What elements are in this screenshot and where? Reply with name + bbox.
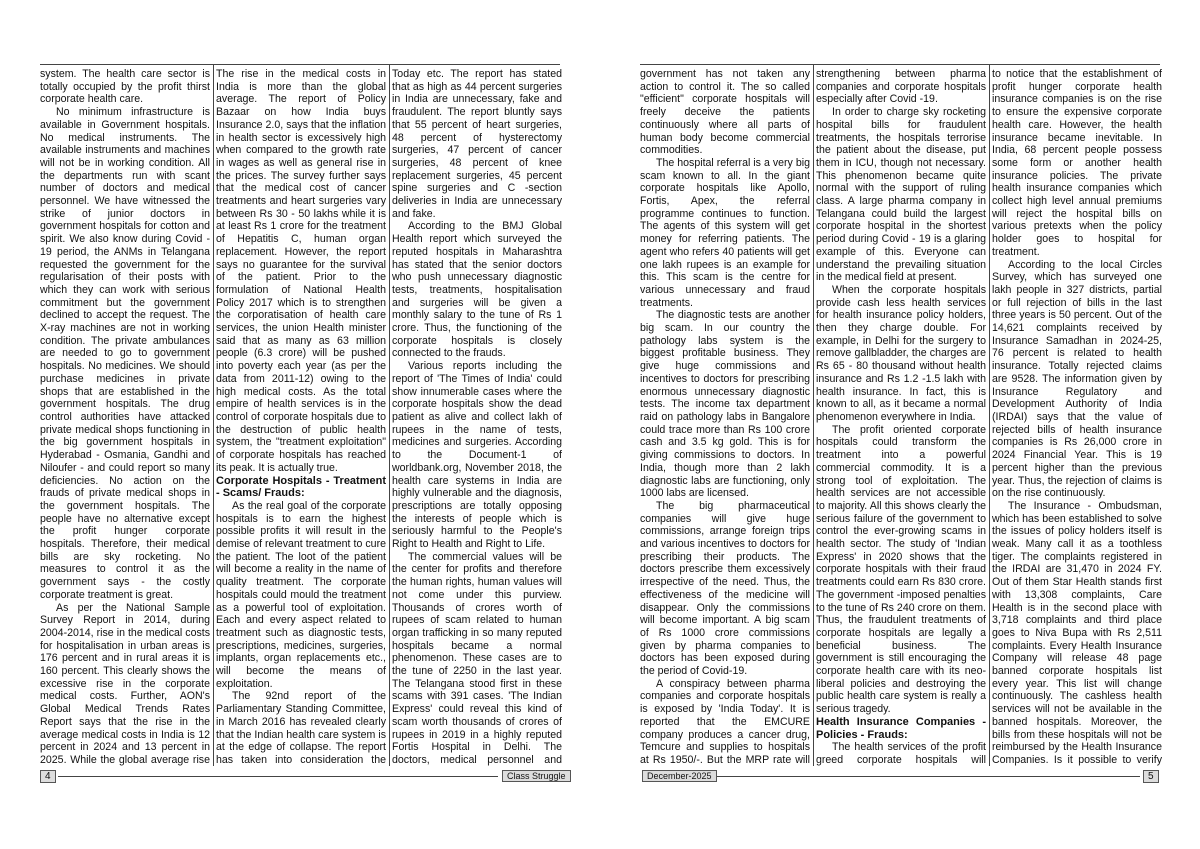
paragraph: The rise in the medical costs in India is more than the global average. The report of Policy Bazaar on how India buys Insurance 2.0, says that the inflation in health sector is excessively high when compared to the growth rate in wages as well as general rise in the prices. The survey further says that the medical cost of cancer treatments and heart surgeries vary between Rs 30 - 50 lakhs while it is at least Rs 1 crore for the treatment of Hepatitis C, human organ replacement. However, the report says no guarantee for the survival of the patient. Prior to the formulation of National Health Policy 2017 which is to strengthen the corporatisation of health care services, the union Health minister said that as many as 63 million people (6.3 crore) will be pushed into poverty each year (as per the data from 2011-12) owing to the high medical costs. As the total empire of health services is in the control of corporate hospitals due to the destruction of public health system, the "treatment exploitation" of corporate hospitals has reached its peak. It is actually true.: [216, 68, 386, 474]
paragraph: As the real goal of the corporate hospitals is to earn the highest possible profits it will result in the demise of relevant treatment to cure the patient. The loot of the patient will become a reality in the name of quality treatment. The corporate hospitals could mould the treatment as a powerful tool of exploitation. Each and every aspect related to treatment such as diagnostic tests, prescriptions, medicines, surgeries, implants, organ replacements etc., will become the means of exploitation.: [216, 499, 386, 690]
left-footer-label: Class Struggle: [502, 770, 571, 783]
right-column-2: [816, 68, 986, 768]
column-divider: [813, 64, 814, 766]
paragraph: The commercial values will be the center for profits and therefore the human rights, human values will not come under this purview. Thousands of crores worth of rupees of scam related to human organ trafficking in so many reputed hospitals became a normal phenomenon. These cases are to the tune of 2250 in the last year. The Telangana stood first in these scams with 391 cases. 'The Indian Express' could reveal this kind of scam worth thousands of crores of rupees in 2019 in a highly reputed Fortis Hospital in Delhi. The doctors, medical personnel and: [392, 550, 562, 766]
paragraph: strengthening between pharma companies and corporate hospitals especially after Covid -19.: [816, 68, 986, 106]
left-column-1: [40, 68, 210, 768]
right-page-number: 5: [1143, 770, 1159, 783]
paragraph: According to the local Circles Survey, which has surveyed one lakh people in 327 districts, partial or full rejection of bills in the last three years is 50 percent. Out of the 14,621 complaints received by Insurance Samadhan in 2024-25, 76 percent is related to health insurance. Totally rejected claims are 9528. The information given by Insurance Regulatory and Development Authority of India (IRDAI) says that the value of rejected bills of health insurance companies is Rs 26,000 crore in 2024 Financial Year. This is 19 percent higher than the previous year. Thus, the rejection of claims is on the rise continuously.: [992, 258, 1162, 500]
left-column-3: [392, 68, 562, 768]
footer-rule: [58, 776, 498, 777]
paragraph: No minimum infrastructure is available in Government hospitals. No medical instruments. The available instruments and machines will not be in working condition. All the departments run with scant number of doctors and medical personnel. We have witnessed the strike of junior doctors in government hospitals for cotton and spirit. We also know during Covid - 19 period, the ANMs in Telangana requested the government for the regularisation of their posts with which they can work with serious commitment but the government declined to accept the request. The X-ray machines are not in working condition. The private ambulances are needed to go to government hospitals. No medicines. We should purchase medicines in private shops that are established in the government hospitals. The drug control authorities have attacked private medical shops functioning in the big government hospitals in Hyderabad - Osmania, Gandhi and Niloufer - and could report so many deficiencies. No action on the frauds of private medical shops in the government hospitals. The people have no alternative except the profit hunger corporate hospitals. Therefore, their medical bills are sky rocketing. No measures to control it as the government says - the costly corporate treatment is great.: [40, 106, 210, 601]
paragraph: The 92nd report of the Parliamentary Standing Committee, in March 2016 has revealed clearly that the Indian health care system is at the edge of collapse. The report has taken into consideration the: [216, 690, 386, 766]
column-divider: [213, 64, 214, 766]
paragraph: According to the BMJ Global Health report which surveyed the reputed hospitals in Maharashtra has stated that the senior doctors who push unnecessary diagnostic tests, treatments, hospitalisation and surgeries will be given a monthly salary to the tune of Rs 1 crore. Thus, the functioning of the corporate hospitals is closely connected to the frauds.: [392, 220, 562, 360]
paragraph: When the corporate hospitals provide cash less health services for health insurance policy holders, then they charge double. For example, in Delhi for the surgery to remove gallbladder, the charges are Rs 65 - 80 thousand without health insurance and Rs 1.2 -1.5 lakh with health insurance. In fact, this is known to all, as it became a normal phenomenon everywhere in India.: [816, 283, 986, 423]
top-rule: [640, 64, 1160, 65]
footer-rule: [716, 776, 1140, 777]
paragraph: As per the National Sample Survey Report in 2014, during 2004-2014, rise in the medical costs for hospitalisation in urban areas is 176 percent and in rural areas it is 160 percent. This clearly shows the excessive rise in the corporate medical costs. Further, AON's Global Medical Trends Rates Report says that the rise in the average medical costs in India is 12 percent in 2024 and 13 percent in 2025. While the global average rise: [40, 601, 210, 766]
paragraph: The profit oriented corporate hospitals could transform the treatment into a powerful commercial commodity. It is a strong tool of exploitation. The health services are not accessible to majority. All this shows clearly the serious failure of the government to control the ever-growing scams in health sector. The study of 'Indian Express' in 2020 shows that the corporate hospitals with their fraud treatments could earn Rs 830 crore. The government -imposed penalties to the tune of Rs 240 crore on them. Thus, the fraudulent treatments of corporate hospitals are legally a beneficial business. The government is still encouraging the corporate health care with its neo-liberal policies and destroying the public health care system is really a serious tragedy.: [816, 423, 986, 716]
paragraph: to notice that the establishment of profit hunger corporate health insurance companies is on the rise to ensure the expensive corporate health care. However, the health insurance became inevitable. In India, 68 percent people possess some form or another health insurance policies. The private health insurance companies which collect high level annual premiums will reject the hospital bills on various pretexts when the policy holder goes to hospital for treatment.: [992, 68, 1162, 258]
paragraph: government has not taken any action to control it. The so called "efficient" corporate hospitals will freely deceive the patients continuously where all parts of human body become commercial commodities.: [640, 68, 810, 157]
section-heading: Corporate Hospitals - Treatment - Scams/ Frauds:: [216, 474, 386, 500]
paragraph: Today etc. The report has stated that as high as 44 percent surgeries in India are unnecessary, fake and fraudulent. The report bluntly says that 55 percent of heart surgeries, 48 percent of hysterectomy surgeries, 47 percent of cancer surgeries, 48 percent of knee replacement surgeries, 45 percent spine surgeries and C -section deliveries in India are unnecessary and fake.: [392, 68, 562, 220]
paragraph: system. The health care sector is totally occupied by the profit thirst corporate health care.: [40, 68, 210, 106]
paragraph: The Insurance - Ombudsman, which has been established to solve the issues of policy holders itself is weak. Many call it as a toothless tiger. The complaints registered in the IRDAI are 31,470 in 2024 FY. Out of them Star Health stands first with 13,308 complaints, Care Health is in the second place with 3,718 complaints and third place goes to Niva Bupa with Rs 2,511 complaints. Every Health Insurance Company will release 48 page banned corporate hospitals list every year. This list will change continuously. The cashless health services will not be available in the banned hospitals. Moreover, the bills from these hospitals will not be reimbursed by the Health Insurance Companies. Is it possible to verify: [992, 499, 1162, 766]
left-column-2: [216, 68, 386, 768]
paragraph: The diagnostic tests are another big scam. In our country the pathology labs system is the biggest profitable business. They give huge commissions and incentives to doctors for prescribing enormous unnecessary diagnostic tests. The income tax department raid on pathology labs in Bangalore could trace more than Rs 100 crore cash and 3.5 kg gold. This is for giving commissions to doctors. In India, though more than 2 lakh diagnostic labs are functioning, only 1000 labs are licensed.: [640, 309, 810, 500]
right-column-1: [640, 68, 810, 768]
column-divider: [389, 64, 390, 766]
left-page: [40, 68, 560, 780]
paragraph: The health services of the profit greed corporate hospitals will: [816, 741, 986, 766]
paragraph: The big pharmaceutical companies will give huge commissions, arrange foreign trips and various incentives to doctors for prescribing their products. The doctors prescribe them excessively irrespective of the need. Thus, the effectiveness of the medicine will disappear. Only the commissions will become important. A big scam of Rs 1000 crore commissions given by pharma companies to doctors has been exposed during the period of Covid-19.: [640, 499, 810, 678]
paragraph: A conspiracy between pharma companies and corporate hospitals is exposed by 'India Today'. It is reported that the EMCURE company produces a cancer drug, Temcure and supplies to hospitals at Rs 1950/-. But the MRP rate will: [640, 677, 810, 766]
top-rule: [40, 64, 560, 65]
right-footer-label: December-2025: [642, 770, 717, 783]
column-divider: [989, 64, 990, 766]
right-page: [640, 68, 1160, 780]
paragraph: Various reports including the report of 'The Times of India' could show innumerable cases where the corporate hospitals show the dead patient as alive and collect lakh of rupees in the name of tests, medicines and surgeries. According to the Document-1 of worldbank.org, November 2018, the health care systems in India are highly vulnerable and the diagnosis, prescriptions are totally opposing the interests of people which is seriously harmful to the People's Right to Health and Right to Life.: [392, 360, 562, 551]
paragraph: The hospital referral is a very big scam known to all. In the giant corporate hospitals like Apollo, Fortis, Apex, the referral programme continues to function. The agents of this system will get money for referring patients. The agent who refers 40 patients will get one lakh rupees is an example for this. This scam is the centre for various unnecessary and fraud treatments.: [640, 156, 810, 309]
left-page-number: 4: [40, 770, 56, 783]
right-column-3: [992, 68, 1162, 768]
section-heading: Health Insurance Companies - Policies - Frauds:: [816, 715, 986, 741]
paragraph: In order to charge sky rocketing hospital bills for fraudulent treatments, the hospitals terrorise the patient about the disease, put them in ICU, though not necessary. This phenomenon became quite normal with the support of ruling class. A large pharma company in Telangana could build the largest corporate hospital in the shortest period during Covid - 19 is a glaring example of this. Everyone can understand the prevailing situation in the medical field at present.: [816, 106, 986, 284]
